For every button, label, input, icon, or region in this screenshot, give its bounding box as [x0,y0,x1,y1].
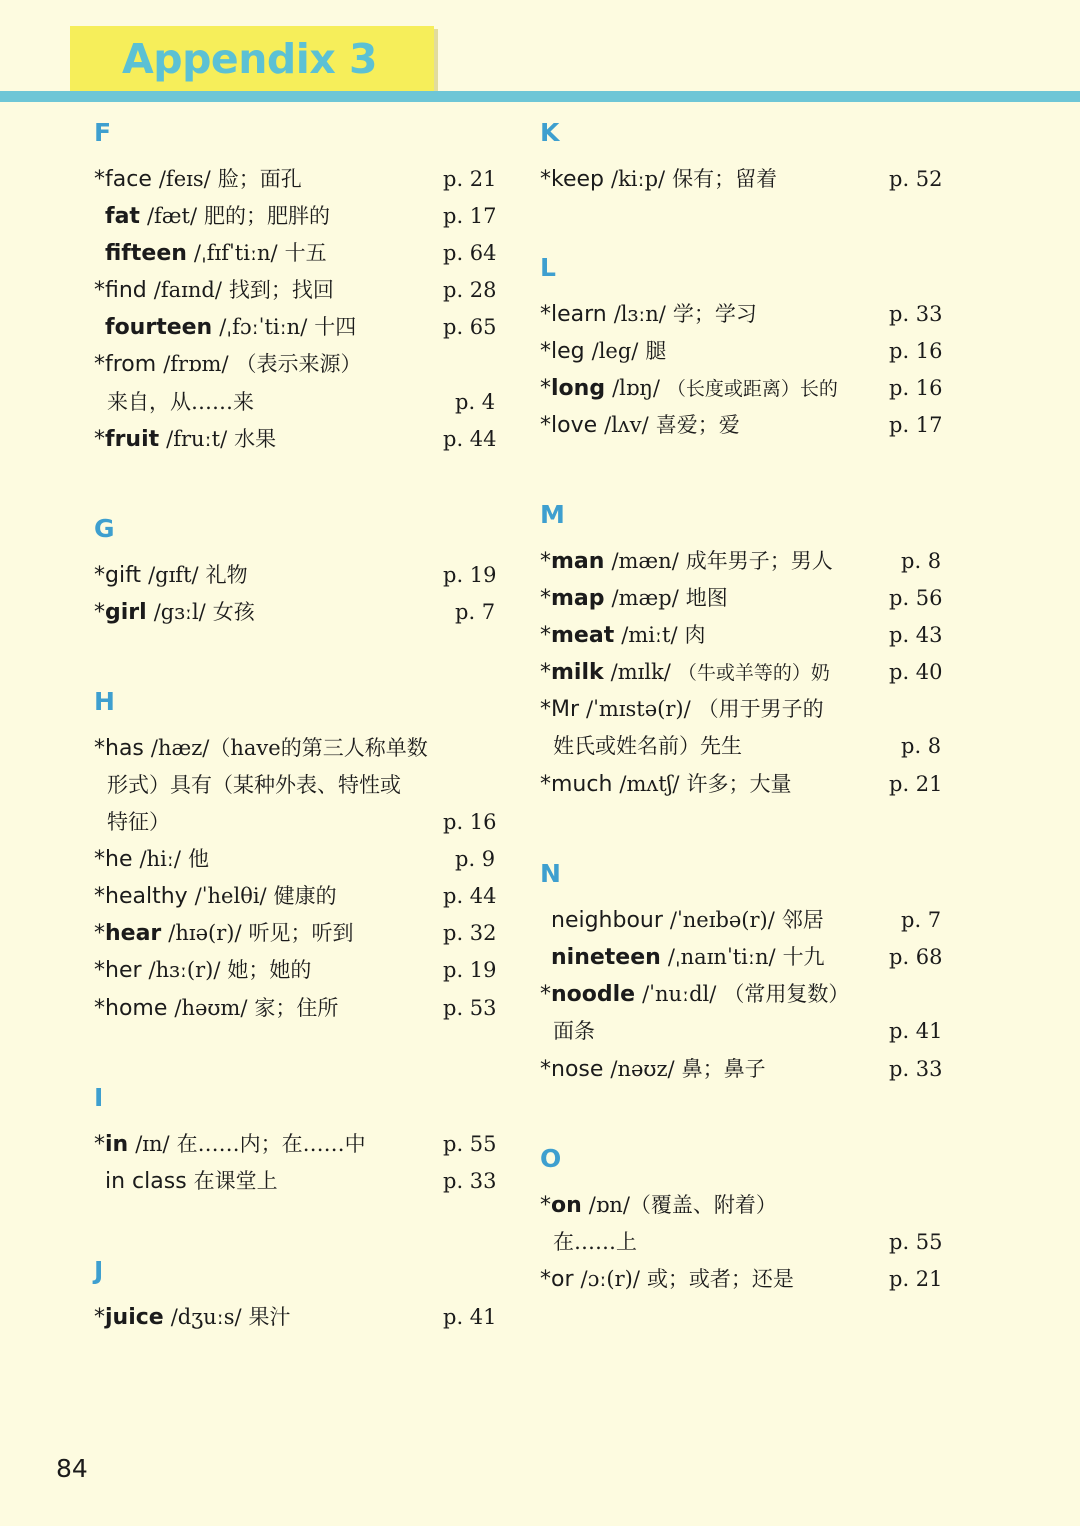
section-letter-m: M [540,500,565,529]
entry-page: p. 43 [889,623,943,647]
entry-meaning: 肥的；肥胖的 [204,204,331,228]
entry-page: p. 9 [455,847,496,871]
entry-star: * [94,1132,105,1157]
entry-meaning: （have的第三人称单数 [209,736,428,760]
entry-phonetic: /ˈneɪbə(r)/ [669,908,775,932]
entry-mr [540,691,824,728]
entry-juice [94,1299,291,1336]
entry-word: face [105,167,152,192]
entry-word: in class [105,1169,187,1194]
section-letter-o: O [540,1144,562,1173]
entry-word: fruit [105,427,160,452]
entry-page: p. 33 [889,1057,943,1081]
entry-meaning: 果汁 [248,1305,291,1329]
entry-phonetic: /feɪs/ [158,167,211,191]
entry-page: p. 16 [889,339,943,363]
entry-star: * [540,586,551,611]
entry-word: Mr [551,697,580,722]
entry-star: * [540,982,551,1007]
entry-word: much [551,772,613,797]
entry-fourteen [105,309,356,346]
entry-phonetic: /frɒm/ [163,352,229,376]
entry-fat [105,198,330,235]
entry-phonetic: /lɜːn/ [613,302,666,326]
entry-star: * [94,278,105,303]
entry-word: in [105,1132,129,1157]
entry-phonetic: /hiː/ [139,847,181,871]
entry-star: * [540,660,551,685]
entry-man [540,543,833,580]
entry-star: * [540,623,551,648]
entry-word: he [105,847,133,872]
entry-meaning: 十五 [284,241,327,265]
entry-phonetic: /ˈmɪstə(r)/ [586,697,691,721]
entry-phonetic: /leg/ [591,339,639,363]
entry-meaning-cont: 特征） [107,810,170,834]
entry-in-class [105,1163,278,1200]
entry-meaning: （牛或羊等的）奶 [677,662,830,684]
entry-meaning-cont: 面条 [553,1019,595,1043]
entry-phonetic: /mæn/ [611,549,679,573]
entry-phonetic: /hæz/ [150,736,210,760]
page-number: 84 [56,1454,88,1483]
entry-page: p. 56 [889,586,943,610]
entry-page: p. 21 [443,167,497,191]
entry-phonetic: /lɒŋ/ [612,376,660,400]
section-letter-k: K [540,118,560,147]
entry-word: gift [105,563,142,588]
entry-meaning: 成年男子；男人 [685,549,833,573]
entry-star: * [540,302,551,327]
entry-meaning: （覆盖、附着） [629,1193,777,1217]
entry-fifteen [105,235,327,272]
entry-star: * [94,921,105,946]
entry-page: p. 53 [443,996,497,1020]
entry-star: * [94,996,105,1021]
title-underline-bar [0,91,1080,102]
entry-word: juice [105,1305,164,1330]
entry-meaning-cont: 姓氏或姓名前）先生 [553,734,742,758]
entry-word: her [105,958,142,983]
entry-meat [540,617,706,654]
entry-word: love [551,413,598,438]
entry-mr-cont [553,728,742,765]
entry-meaning: 腿 [645,339,667,363]
entry-phonetic: /ɒn/ [588,1193,630,1217]
entry-meaning: （用于男子的 [697,697,824,721]
entry-word: home [105,996,168,1021]
entry-on [540,1187,777,1224]
section-letter-i: I [94,1083,104,1112]
entry-meaning: 女孩 [212,600,255,624]
entry-hear [94,915,354,952]
entry-word: find [105,278,147,303]
entry-star: * [94,736,105,761]
entry-home [94,990,338,1027]
entry-star: * [540,167,551,192]
entry-word: on [551,1193,582,1218]
entry-or [540,1261,794,1298]
entry-word: from [105,352,157,377]
entry-phonetic: /faɪnd/ [153,278,222,302]
entry-star: * [94,563,105,588]
section-letter-n: N [540,859,561,888]
entry-meaning: （表示来源） [235,352,362,376]
entry-meaning: 听见；听到 [248,921,354,945]
entry-phonetic: /ɔː(r)/ [580,1267,640,1291]
entry-phonetic: /mʌtʃ/ [619,772,680,796]
entry-phonetic: /mæp/ [611,586,679,610]
entry-meaning: 在课堂上 [193,1169,278,1193]
entry-word: fourteen [105,315,213,340]
entry-meaning: 找到；找回 [228,278,334,302]
entry-star: * [94,352,105,377]
entry-star: * [540,1193,551,1218]
entry-phonetic: /ˈnuːdl/ [642,982,717,1006]
entry-page: p. 64 [443,241,497,265]
entry-meaning: 礼物 [205,563,248,587]
entry-word: meat [551,623,615,648]
title-box [70,26,434,92]
entry-phonetic: /nəʊz/ [610,1057,675,1081]
page-title: Appendix 3 [122,35,378,83]
entry-meaning-cont: 来自，从……来 [107,390,254,414]
entry-star: * [94,427,105,452]
entry-star: * [540,376,551,401]
entry-from-cont [107,384,254,421]
entry-word: noodle [551,982,636,1007]
entry-milk [540,654,830,691]
entry-page: p. 40 [889,660,943,684]
entry-on-cont [553,1224,637,1261]
entry-phonetic: /lʌv/ [604,413,649,437]
entry-star: * [540,413,551,438]
entry-word: fifteen [105,241,187,266]
entry-phonetic: /gɜːl/ [153,600,206,624]
entry-meaning: 鼻；鼻子 [681,1057,766,1081]
entry-word: neighbour [551,908,663,933]
entry-learn [540,296,757,333]
entry-phonetic: /ˌnaɪnˈtiːn/ [667,945,776,969]
entry-has-cont1 [107,767,401,804]
entry-map [540,580,728,617]
entry-page: p. 68 [889,945,943,969]
entry-nineteen [551,939,825,976]
entry-page: p. 41 [889,1019,943,1043]
entry-meaning: 邻居 [781,908,824,932]
entry-page: p. 16 [889,376,943,400]
entry-meaning-cont: 形式）具有（某种外表、特性或 [107,773,401,797]
entry-word: or [551,1267,574,1292]
entry-meaning: 保有；留着 [672,167,778,191]
entry-meaning: 水果 [234,427,277,451]
entry-page: p. 55 [889,1230,943,1254]
entry-healthy [94,878,337,915]
entry-star: * [540,1057,551,1082]
entry-from [94,346,362,383]
entry-he [94,841,209,878]
entry-find [94,272,334,309]
entry-phonetic: /həʊm/ [174,996,248,1020]
entry-meaning: （长度或距离）长的 [666,378,838,400]
entry-girl [94,594,255,631]
entry-meaning: 喜爱；爱 [655,413,740,437]
entry-phonetic: /hɜː(r)/ [148,958,221,982]
entry-word: learn [551,302,607,327]
entry-face [94,161,302,198]
entry-star: * [540,339,551,364]
entry-phonetic: /fruːt/ [166,427,228,451]
entry-meaning: 她；她的 [227,958,312,982]
entry-much [540,766,792,803]
entry-love [540,407,740,444]
entry-leg [540,333,666,370]
entry-meaning: 他 [187,847,209,871]
entry-fruit [94,421,276,458]
entry-page: p. 19 [443,958,497,982]
entry-page: p. 4 [455,390,496,414]
entry-phonetic: /ɪn/ [135,1132,170,1156]
entry-meaning: 肉 [684,623,706,647]
entry-phonetic: /fæt/ [146,204,198,228]
entry-phonetic: /dʒuːs/ [170,1305,242,1329]
entry-meaning: 家；住所 [254,996,339,1020]
entry-phonetic: /miːt/ [621,623,678,647]
entry-meaning: 地图 [685,586,728,610]
entry-word: nineteen [551,945,661,970]
entry-phonetic: /hɪə(r)/ [168,921,242,945]
entry-page: p. 8 [901,549,942,573]
entry-page: p. 7 [455,600,496,624]
entry-page: p. 32 [443,921,497,945]
entry-word: has [105,736,144,761]
entry-meaning: 在……内；在……中 [176,1132,366,1156]
entry-star: * [94,600,105,625]
entry-long [540,370,838,407]
entry-phonetic: /kiːp/ [611,167,666,191]
entry-page: p. 16 [443,810,497,834]
entry-gift [94,557,248,594]
entry-word: map [551,586,605,611]
entry-page: p. 17 [443,204,497,228]
entry-word: healthy [105,884,188,909]
section-letter-g: G [94,514,115,543]
entry-noodle [540,976,849,1013]
entry-word: nose [551,1057,604,1082]
entry-page: p. 33 [889,302,943,326]
entry-has-cont2 [107,804,170,841]
entry-word: leg [551,339,585,364]
entry-meaning: 十九 [782,945,825,969]
entry-page: p. 44 [443,884,497,908]
entry-in [94,1126,366,1163]
entry-page: p. 19 [443,563,497,587]
entry-page: p. 7 [901,908,942,932]
entry-neighbour [551,902,824,939]
entry-meaning: 脸；面孔 [217,167,302,191]
entry-star: * [540,697,551,722]
entry-phonetic: /mɪlk/ [610,660,671,684]
entry-phonetic: /ˌfɪfˈtiːn/ [193,241,278,265]
entry-meaning: （常用复数） [723,982,850,1006]
entry-her [94,952,311,989]
entry-page: p. 52 [889,167,943,191]
entry-has [94,730,428,767]
entry-word: girl [105,600,147,625]
entry-star: * [94,167,105,192]
entry-star: * [540,1267,551,1292]
entry-word: keep [551,167,604,192]
entry-page: p. 28 [443,278,497,302]
entry-phonetic: /gɪft/ [148,563,199,587]
entry-page: p. 17 [889,413,943,437]
entry-phonetic: /ˌfɔːˈtiːn/ [219,315,308,339]
entry-star: * [540,772,551,797]
entry-page: p. 8 [901,734,942,758]
entry-phonetic: /ˈhelθi/ [194,884,267,908]
entry-page: p. 55 [443,1132,497,1156]
entry-star: * [94,1305,105,1330]
entry-page: p. 33 [443,1169,497,1193]
entry-meaning-cont: 在……上 [553,1230,637,1254]
entry-word: milk [551,660,604,685]
entry-word: hear [105,921,162,946]
entry-page: p. 44 [443,427,497,451]
entry-meaning: 许多；大量 [686,772,792,796]
entry-star: * [94,847,105,872]
entry-page: p. 41 [443,1305,497,1329]
entry-meaning: 健康的 [273,884,337,908]
entry-star: * [94,884,105,909]
entry-star: * [540,549,551,574]
entry-word: long [551,376,606,401]
entry-word: fat [105,204,140,229]
entry-meaning: 或；或者；还是 [646,1267,794,1291]
section-letter-h: H [94,687,115,716]
entry-star: * [94,958,105,983]
entry-noodle-cont [553,1013,595,1050]
entry-page: p. 21 [889,772,943,796]
section-letter-l: L [540,253,556,282]
entry-keep [540,161,777,198]
entry-nose [540,1051,766,1088]
section-letter-f: F [94,118,112,147]
entry-meaning: 十四 [314,315,357,339]
entry-word: man [551,549,605,574]
entry-meaning: 学；学习 [672,302,757,326]
entry-page: p. 65 [443,315,497,339]
entry-page: p. 21 [889,1267,943,1291]
section-letter-j: J [94,1256,104,1285]
